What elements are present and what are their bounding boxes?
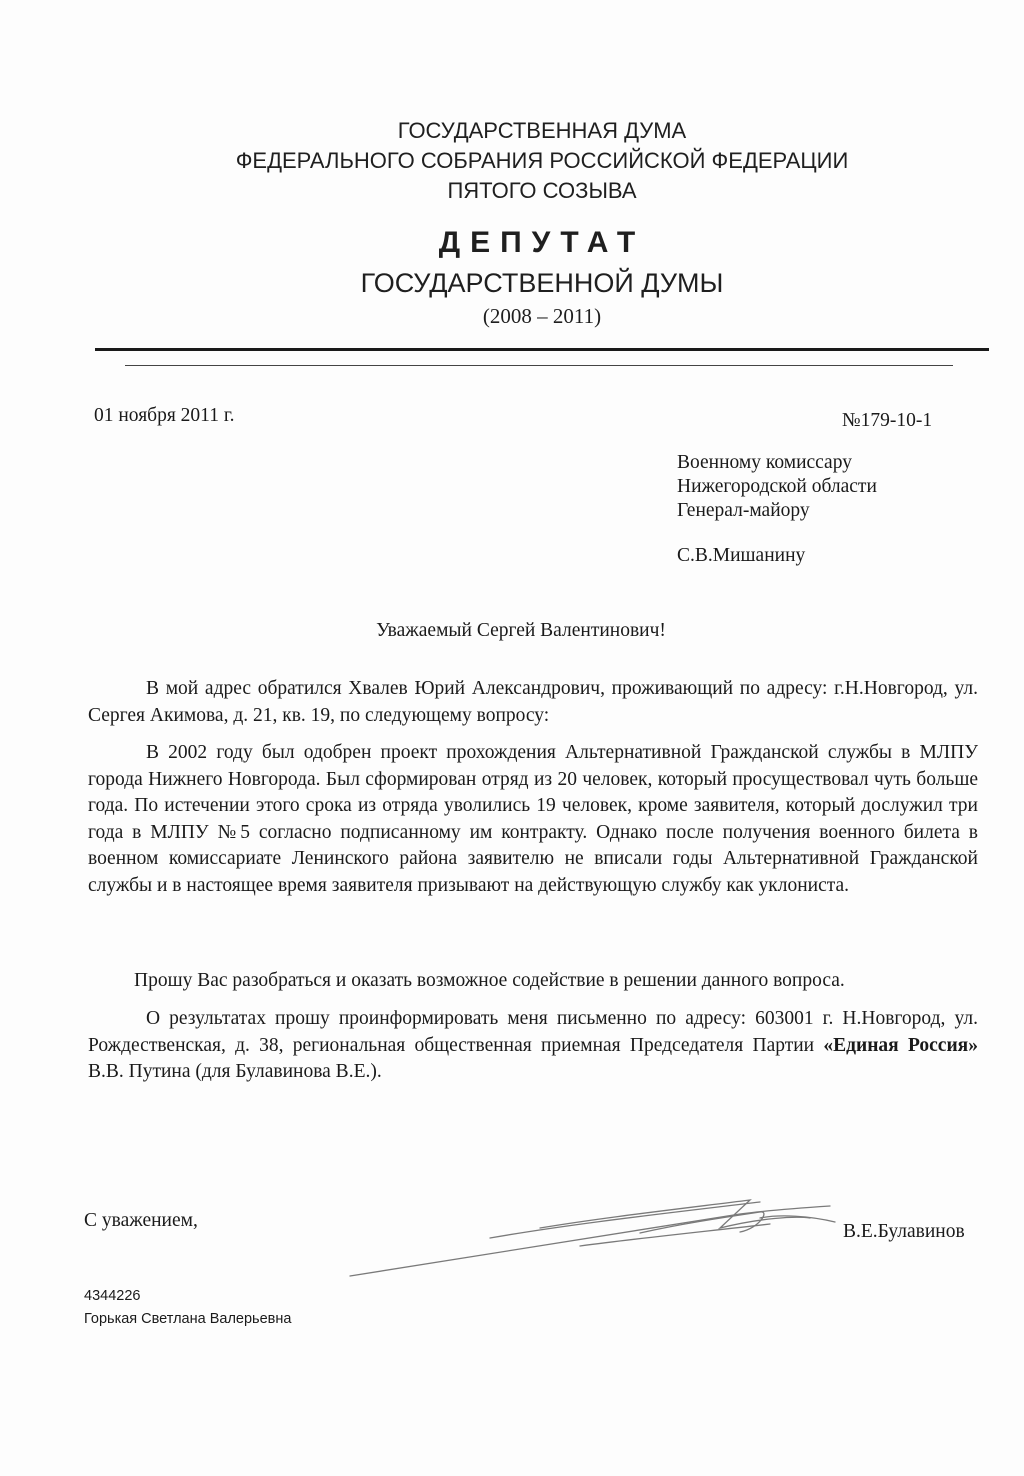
letter-number: №179-10-1 bbox=[842, 410, 933, 431]
body-paragraph-4-end: В.В. Путина (для Булавинова В.Е.). bbox=[88, 1061, 382, 1082]
party-name: «Единая Россия» bbox=[823, 1034, 978, 1056]
letterhead-deputy-subtitle: ГОСУДАРСТВЕННОЙ ДУМЫ bbox=[360, 268, 724, 298]
body-paragraph-4-start: О результатах прошу проинформировать меня письменно по адресу: 603001 г. Н.Новгород, ул. Рождественская, д. 38, региональная общественная приемная Председателя Партии bbox=[88, 1008, 978, 1056]
addressee-name: С.В.Мишанину bbox=[677, 545, 806, 566]
closing-regards: С уважением, bbox=[84, 1210, 198, 1231]
salutation: Уважаемый Сергей Валентинович! bbox=[376, 620, 666, 641]
body-paragraph-3 bbox=[88, 968, 978, 995]
letterhead-term: (2008 – 2011) bbox=[482, 304, 602, 328]
executor-name: Горькая Светлана Валерьевна bbox=[84, 1311, 292, 1327]
letterhead-deputy-title: ДЕПУТАТ bbox=[438, 226, 646, 259]
handwritten-signature bbox=[340, 1188, 840, 1288]
body-paragraph-1 bbox=[88, 676, 978, 729]
addressee-line-2: Нижегородской области bbox=[677, 476, 877, 497]
body-paragraph-1-text: В мой адрес обратился Хвалев Юрий Александрович, проживающий по адресу: г.Н.Новгород, ул. Сергея Акимова, д. 21, кв. 19, по следующему вопросу: bbox=[88, 678, 978, 726]
header-rule-thin bbox=[125, 365, 953, 366]
header-rule-thick bbox=[95, 348, 989, 351]
addressee-line-3: Генерал-майору bbox=[677, 500, 810, 521]
letterhead-federal-assembly: ФЕДЕРАЛЬНОГО СОБРАНИЯ РОССИЙСКОЙ ФЕДЕРАЦИИ bbox=[235, 148, 849, 173]
body-paragraph-2 bbox=[88, 740, 978, 899]
letterhead-duma: ГОСУДАРСТВЕННАЯ ДУМА bbox=[397, 118, 687, 143]
body-paragraph-4 bbox=[88, 1006, 978, 1086]
letterhead-convocation: ПЯТОГО СОЗЫВА bbox=[447, 178, 637, 203]
body-paragraph-4-text bbox=[88, 1006, 978, 1086]
body-paragraph-2-text: В 2002 году был одобрен проект прохождения Альтернативной Гражданской службы в МЛПУ города Нижнего Новгорода. Был сформирован отряд из 20 человек, который просуществовал чуть больше года. По истечении этого срока из отряда уволились 19 человек, кроме заявителя, который дослужил три года в МЛПУ №5 согласно подписанному им контракту. Однако после получения военного билета в военном комиссариате Ленинского района заявителю не вписали годы Альтернативной Гражданской службы и в настоящее время заявителя призывают на действующую службу как уклониста. bbox=[88, 742, 978, 896]
addressee-line-1: Военному комиссару bbox=[677, 452, 852, 473]
signer-name: В.Е.Булавинов bbox=[843, 1221, 965, 1242]
body-paragraph-3-text: Прошу Вас разобраться и оказать возможное содействие в решении данного вопроса. bbox=[134, 970, 845, 991]
letter-date: 01 ноября 2011 г. bbox=[94, 405, 235, 426]
executor-phone: 4344226 bbox=[84, 1288, 141, 1304]
